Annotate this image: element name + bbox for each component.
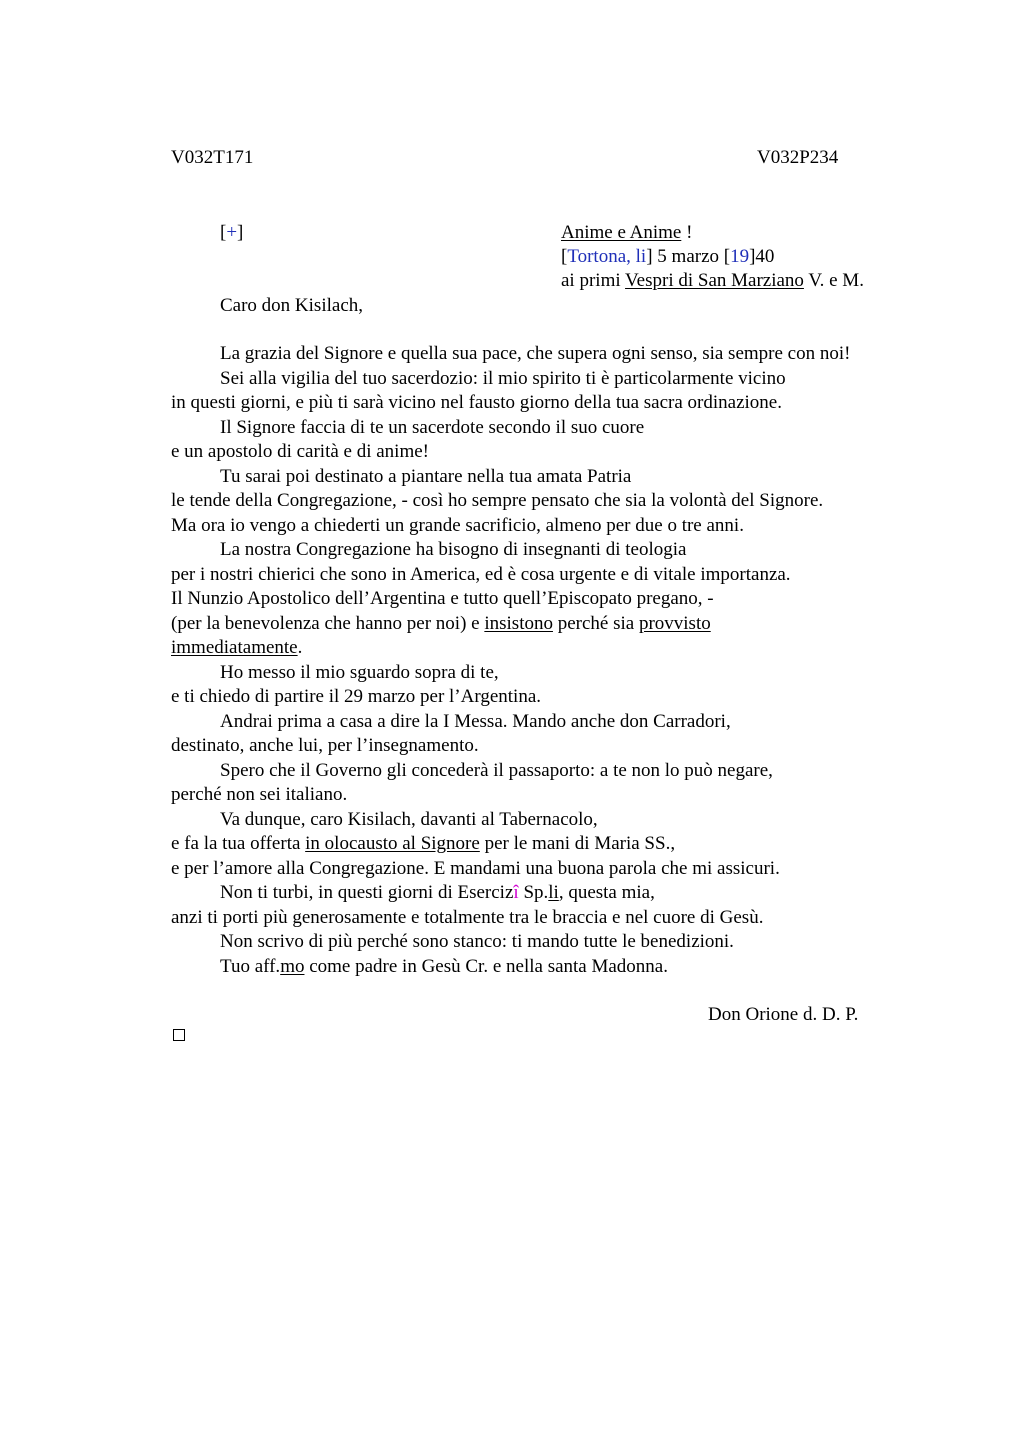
body-line: Ho messo il mio sguardo sopra di te, [220,661,499,683]
body-line: le tende della Congregazione, - così ho sempre pensato che sia la volontà del Signore. [171,490,824,511]
body-line: Tu sarai poi destinato a piantare nella tua amata Patria [220,465,632,487]
body-line: Ma ora io vengo a chiederti un grande sacrificio, almeno per due o tre anni. [171,514,744,536]
body-line: Sei alla vigilia del tuo sacerdozio: il mio spirito ti è particolarmente vicino [220,367,786,389]
cross-mark: [+] [220,222,244,243]
body-line: Andrai prima a casa a dire la I Messa. Mando anche don Carradori, [220,710,731,732]
body-line: (per la benevolenza che hanno per noi) e insistono perché sia provvisto [171,612,711,634]
body-line: perché non sei italiano. [171,784,348,805]
body-line: e un apostolo di carità e di anime! [171,441,429,462]
signature: Don Orione d. D. P. [708,1004,859,1025]
body-line: Va dunque, caro Kisilach, davanti al Tabernacolo, [220,808,598,830]
end-square-icon [173,1029,185,1041]
body-line: per i nostri chierici che sono in America, ed è cosa urgente e di vitale importanza. [171,563,791,585]
document-code-left: V032T171 [171,147,254,168]
body-line: Il Signore faccia di te un sacerdote secondo il suo cuore [220,416,645,438]
body-line: anzi ti porti più generosamente e totalmente tra le braccia e nel cuore di Gesù. [171,906,764,928]
body-line: Non ti turbi, in questi giorni di Esercizî Sp.li, questa mia, [220,882,655,903]
salutation: Caro don Kisilach, [220,295,364,316]
body-line: La grazia del Signore e quella sua pace, che supera ogni senso, sia sempre con noi! [220,343,851,364]
body-line: in questi giorni, e più ti sarà vicino nel fausto giorno della tua sacra ordinazione. [171,392,782,413]
body-line: immediatamente. [171,637,303,658]
body-line: Tuo aff.mo come padre in Gesù Cr. e nella santa Madonna. [220,955,668,977]
body-line: Il Nunzio Apostolico dell’Argentina e tutto quell’Episcopato pregano, - [171,588,714,609]
body-line: e ti chiedo di partire il 29 marzo per l’Argentina. [171,686,542,707]
body-line: destinato, anche lui, per l’insegnamento. [171,735,479,756]
body-line: e fa la tua offerta in olocausto al Signore per le mani di Maria SS., [171,833,676,854]
body-line: e per l’amore alla Congregazione. E mandami una buona parola che mi assicuri. [171,857,780,879]
document-code-right: V032P234 [757,147,839,168]
body-line: Spero che il Governo gli concederà il passaporto: a te non lo può negare, [220,759,773,781]
letter-date: [Tortona, li] 5 marzo [19]40 [561,246,775,267]
body-line: Non scrivo di più perché sono stanco: ti mando tutte le benedizioni. [220,931,734,952]
cross-icon: + [226,222,238,243]
motto: Anime e Anime ! [561,222,693,243]
letter-body [171,342,931,979]
vespers-line: ai primi Vespri di San Marziano V. e M. [561,270,864,291]
body-line: La nostra Congregazione ha bisogno di insegnanti di teologia [220,539,687,560]
